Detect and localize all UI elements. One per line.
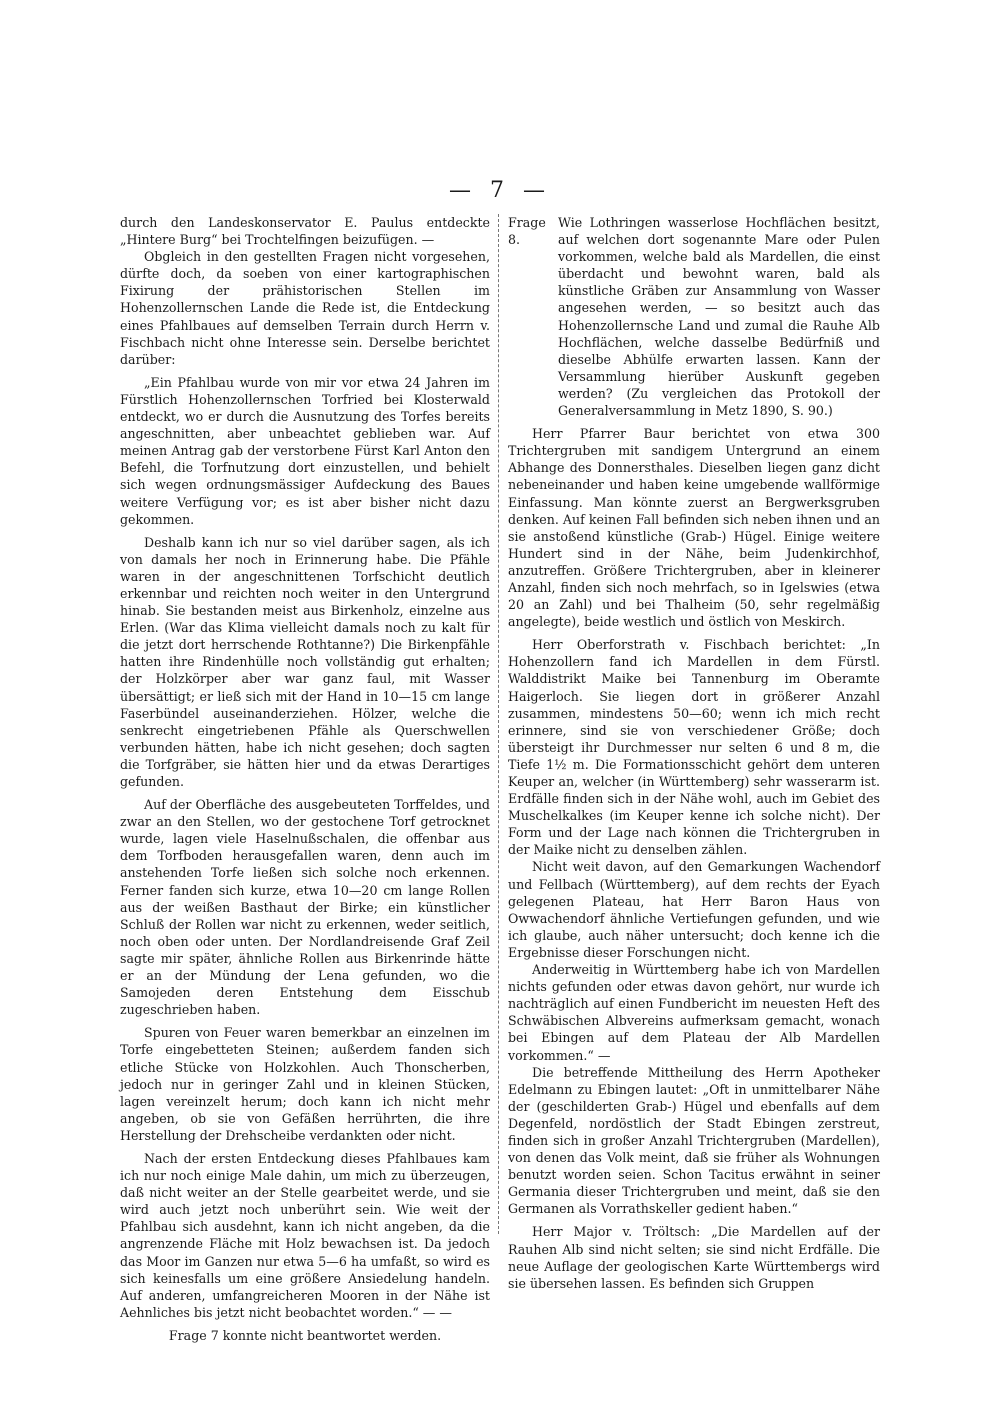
paragraph: „Ein Pfahlbau wurde von mir vor etwa 24 Jahren im Fürstlich Hohenzollernschen Torfried bei Klosterwald entdeckt, wo er durch die Ausnutzung des Torfes bereits angeschnitten, aber unbeachtet geblieben war. Auf meinen Antrag gab der verstorbene Fürst Karl Anton den Befehl, die Torfnutzung dort einzustellen, und behielt sich wegen ordnungsmässiger Aufdeckung des Baues weitere Verfügung vor; es ist aber bisher nicht dazu gekommen. [120,374,490,527]
question-text: Wie Lothringen wasserlose Hochflächen besitzt, auf welchen dort sogenannte Mare oder Pulen vorkommen, welche bald als Mardellen, die einst überdacht und bewohnt waren, bald als künstliche Gräben zur Ansammlung von Wasser angesehen werden, — so besitzt auch das Hohenzollernsche Land und zumal die Rauhe Alb Hochflächen, welche dasselbe Bedürfniß und dieselbe Abhülfe erwarten lassen. Kann der Versammlung hierüber Auskunft gegeben werden? (Zu vergleichen das Protokoll der Generalversammlung in Metz 1890, S. 90.) [558,215,880,419]
page-number: — 7 — [449,178,551,203]
question-label: Frage 8. [508,215,546,248]
paragraph: Herr Oberforstrath v. Fischbach berichtet: „In Hohenzollern fand ich Mardellen in dem Fürstl. Walddistrikt Maike bei Tannenburg im Oberamte Haigerloch. Sie liegen dort in größerer Anzahl zusammen, mindestens 50—60; wenn ich mich recht erinnere, sind sie von verschiedener Größe; doch übersteigt ihr Durchmesser nur selten 6 und 8 m, die Tiefe 1½ m. Die Formationsschicht gehört dem unteren Keuper an, welcher (in Württemberg) sehr wasserarm ist. Erdfälle finden sich in der Nähe wohl, auch im Gebiet des Muschelkalkes (im Keuper kenne ich solche nicht). Der Form und der Lage nach können die Trichtergruben in der Maike nicht zu denselben zählen. [508,637,880,858]
right-column [508,214,880,1292]
paragraph: Frage 7 konnte nicht beantwortet werden. [168,1327,442,1343]
paragraph: Deshalb kann ich nur so viel darüber sagen, als ich von damals her noch in Erinnerung habe. Die Pfähle waren in der angeschnittenen Torfschicht deutlich erkennbar und reichten noch weiter in den Untergrund hinab. Sie bestanden meist aus Birkenholz, einzelne aus Erlen. (War das Klima vielleicht damals noch zu kalt für die jetzt dort herrschende Rothtanne?) Die Birkenpfähle hatten ihre Rindenhülle noch vollständig gut erhalten; der Holzkörper aber war ganz faul, mit Wasser übersättigt; er ließ sich mit der Hand in 10—15 cm lange Faserbündel auseinanderziehen. Hölzer, welche die senkrecht eingetriebenen Pfähle als Querschwellen verbunden hätten, habe ich nicht gesehen; doch sagten die Torfgräber, sie hätten hier und da etwas Derartiges gefunden. [120,534,490,789]
paragraph: Nicht weit davon, auf den Gemarkungen Wachendorf und Fellbach (Württemberg), auf dem rechts der Eyach gelegenen Plateau, hat Herr Baron Haus von Owwachendorf ähnliche Vertiefungen gefunden, und wie ich glaube, auch näher untersucht; doch kenne ich die Ergebnisse dieser Forschungen nicht. [508,859,880,960]
paragraph: Spuren von Feuer waren bemerkbar an einzelnen im Torfe eingebetteten Steinen; außerdem fanden sich etliche Stücke von Holzkohlen. Auch Thonscherben, jedoch nur in geringer Zahl und in kleinen Stücken, lagen vereinzelt herum; doch kann ich nicht mehr angeben, ob sie von Gefäßen herrührten, die ihre Herstellung der Drehscheibe verdankten oder nicht. [120,1025,490,1143]
paragraph: Auf der Oberfläche des ausgebeuteten Torffeldes, und zwar an den Stellen, wo der gestochene Torf getrocknet wurde, lagen viele Haselnußschalen, die offenbar aus dem Torfboden herausgefallen waren, denn auch im anstehenden Torfe ließen sich solche noch erkennen. Ferner fanden sich kurze, etwa 10—20 cm lange Rollen aus der weißen Basthaut der Birke; ein künstlicher Schluß der Rollen war nicht zu erkennen, weder seitlich, noch oben oder unten. Der Nordlandreisende Graf Zeil sagte mir später, ähnliche Rollen aus Birkenrinde hätte er an der Mündung der Lena gefunden, wo die Samojeden deren Entstehung dem Eisschub zugeschrieben haben. [120,797,490,1018]
paragraph: Die betreffende Mittheilung des Herrn Apotheker Edelmann zu Ebingen lautet: „Oft in unmittelbarer Nähe der (geschilderten Grab-) Hügel und ebenfalls auf dem Degenfeld, nordöstlich der Stadt Ebingen zerstreut, finden sich in großer Anzahl Trichtergruben (Mardellen), von denen das Volk meint, daß sie früher als Wohnungen benutzt worden seien. Schon Tacitus erwähnt in seiner Germania dieser Trichtergruben und meint, daß sie den Germanen als Vorrathskeller gedient haben.“ [508,1064,880,1217]
paragraph: Obgleich in den gestellten Fragen nicht vorgesehen, dürfte doch, da soeben von einer kartographischen Fixirung der prähistorischen Stellen im Hohenzollernschen Lande die Rede ist, die Entdeckung eines Pfahlbaues auf demselben Terrain durch Herrn v. Fischbach nicht ohne Interesse sein. Derselbe berichtet darüber: [120,249,490,367]
column-divider [498,214,499,1234]
paragraph: Anderweitig in Württemberg habe ich von Mardellen nichts gefunden oder etwas davon gehört, nur wurde ich nachträglich auf einen Fundbericht im neuesten Heft des Schwäbischen Albvereins aufmerksam gemacht, wonach bei Ebingen auf dem Plateau der Alb Mardellen vorkommen.“ — [508,962,880,1063]
paragraph: Nach der ersten Entdeckung dieses Pfahlbaues kam ich nur noch einige Male dahin, um mich zu überzeugen, daß nicht weiter an der Stelle gearbeitet werde, und sie wird auch jetzt noch unberührt sein. Wie weit der Pfahlbau sich ausdehnt, kann ich nicht angeben, da die angrenzende Fläche mit Holz bewachsen ist. Da jedoch das Moor im Ganzen nur etwa 5—6 ha umfaßt, so wird es sich keinesfalls um eine größere Ansiedelung handeln. Auf anderen, umfangreicheren Mooren in der Nähe ist Aehnliches bis jetzt nicht beobachtet worden.“ — — [120,1150,490,1320]
paragraph: durch den Landeskonservator E. Paulus entdeckte „Hintere Burg“ bei Trochtelfingen beizufügen. — [120,215,490,248]
paragraph: Herr Major v. Tröltsch: „Die Mardellen auf der Rauhen Alb sind nicht selten; sie sind nicht Erdfälle. Die neue Auflage der geologischen Karte Württembergs wird sie übersehen lassen. Es befinden sich Gruppen [508,1224,880,1291]
paragraph: Herr Pfarrer Baur berichtet von etwa 300 Trichtergruben mit sandigem Untergrund an einem Abhange des Donnersthales. Dieselben liegen ganz dicht nebeneinander und haben keine umgebende wallförmige Einfassung. Man könnte zuerst an Bergwerksgruben denken. Auf keinen Fall befinden sich neben ihnen und an sie anstoßend künstliche (Grab-) Hügel. Einige weitere Hundert sind in der Nähe, beim Judenkirchhof, anzutreffen. Größere Trichtergruben, aber in kleinerer Anzahl, finden sich noch mehrfach, so in Igelswies (etwa 20 an Zahl) und bei Thalheim (50, sehr regelmäßig angelegte), beide westlich und östlich von Meskirch. [508,426,880,630]
left-column [120,214,490,1344]
question-block [508,214,880,419]
